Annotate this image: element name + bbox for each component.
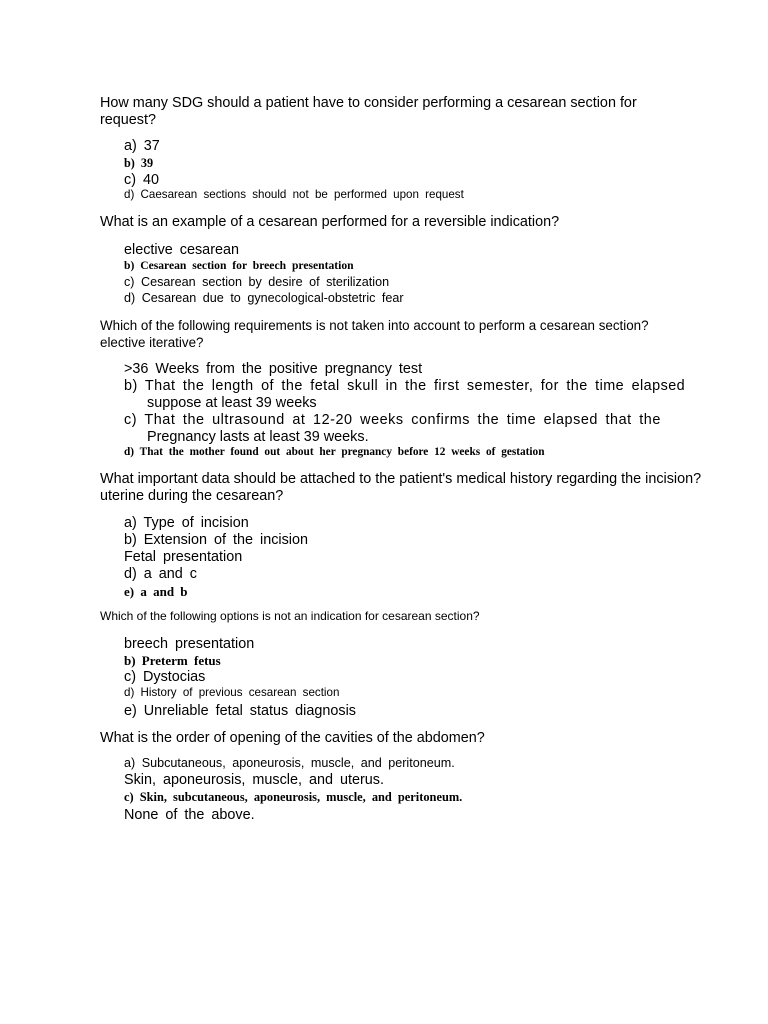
question-6-option-c: c) Skin, subcutaneous, aponeurosis, muscle, and peritoneum. <box>124 790 463 804</box>
question-3-option-b: b) That the length of the fetal skull in the first semester, for the time elapsed <box>124 378 686 394</box>
question-3-option-d: d) That the mother found out about her pregnancy before 12 weeks of gestation <box>124 446 545 458</box>
question-5-text-line-1: Which of the following options is not an indication for cesarean section? <box>100 609 480 623</box>
question-2-option-b: b) Cesarean section for breech presentation <box>124 259 354 272</box>
question-5-option-e: e) Unreliable fetal status diagnosis <box>124 703 356 719</box>
question-1-option-d: d) Caesarean sections should not be performed upon request <box>124 188 464 201</box>
question-1-text-line-2: request? <box>100 112 157 128</box>
question-4-option-b: b) Extension of the incision <box>124 532 308 548</box>
question-2-option-c: c) Cesarean section by desire of sterilization <box>124 275 390 289</box>
question-1-option-c: c) 40 <box>124 172 159 188</box>
question-1-text-line-1: How many SDG should a patient have to consider performing a cesarean section for <box>100 95 637 111</box>
question-2-text-line-1: What is an example of a cesarean performed for a reversible indication? <box>100 214 560 230</box>
question-4-text-line-2: uterine during the cesarean? <box>100 488 284 504</box>
question-5-option-d: d) History of previous cesarean section <box>124 686 340 699</box>
question-2-option-d: d) Cesarean due to gynecological-obstetric fear <box>124 291 404 305</box>
question-3-option-a: >36 Weeks from the positive pregnancy test <box>124 361 423 377</box>
question-3-option-c: c) That the ultrasound at 12-20 weeks confirms the time elapsed that the <box>124 412 661 428</box>
question-6-option-a: a) Subcutaneous, aponeurosis, muscle, and peritoneum. <box>124 756 455 770</box>
question-3-option-b-continued: suppose at least 39 weeks <box>147 395 317 411</box>
question-5-option-c: c) Dystocias <box>124 669 206 685</box>
question-3-text-line-2: elective iterative? <box>100 335 204 350</box>
question-4-option-e: e) a and b <box>124 584 188 599</box>
question-1-option-b: b) 39 <box>124 156 154 170</box>
question-4-option-c: Fetal presentation <box>124 549 243 565</box>
question-6-option-b: Skin, aponeurosis, muscle, and uterus. <box>124 772 384 788</box>
question-6-option-d: None of the above. <box>124 807 255 823</box>
question-5-option-b: b) Preterm fetus <box>124 653 221 668</box>
question-3-text-line-1: Which of the following requirements is not taken into account to perform a cesarean section? <box>100 318 649 333</box>
question-6-text-line-1: What is the order of opening of the cavities of the abdomen? <box>100 730 485 746</box>
question-2-option-a: elective cesarean <box>124 242 239 258</box>
question-4-option-a: a) Type of incision <box>124 515 249 531</box>
question-1-option-a: a) 37 <box>124 138 160 154</box>
question-4-option-d: d) a and c <box>124 566 197 582</box>
question-3-option-c-continued: Pregnancy lasts at least 39 weeks. <box>147 429 369 445</box>
question-4-text-line-1: What important data should be attached to the patient's medical history regarding the incision? <box>100 471 702 487</box>
question-5-option-a: breech presentation <box>124 636 255 652</box>
